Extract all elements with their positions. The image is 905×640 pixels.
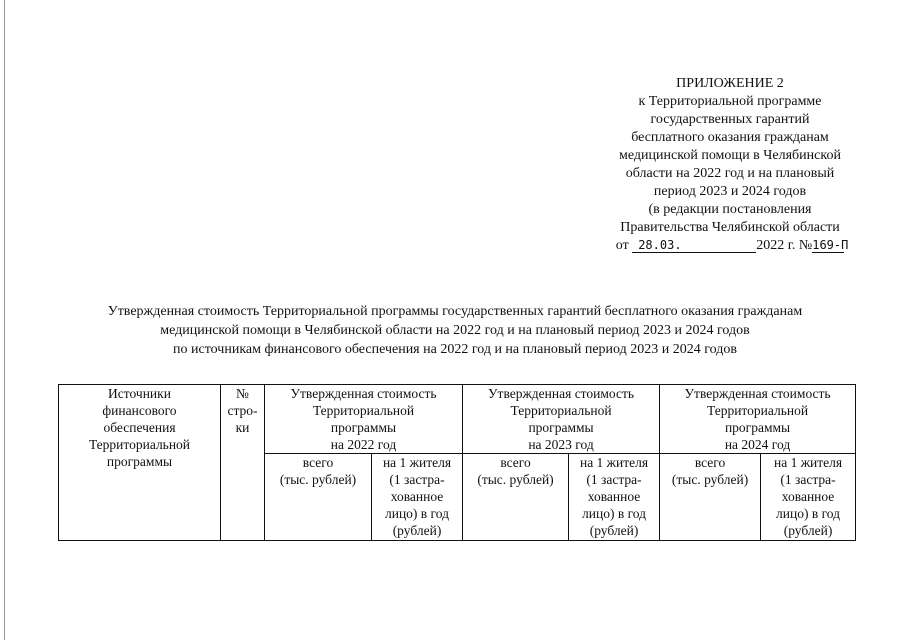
header-total-2022: всего (тыс. рублей) (265, 454, 372, 541)
resolution-date-line (570, 237, 890, 255)
header-total-2023: всего (тыс. рублей) (463, 454, 569, 541)
document-title-line: Утвержденная стоимость Территориальной программы государственных гарантий бесплатного оказания гражданам (107, 304, 803, 319)
appendix-line: период 2023 и 2024 годов (653, 184, 807, 199)
header-row-number: № стро- ки (221, 385, 265, 541)
resolution-number: 169-П (812, 238, 849, 252)
appendix-line: бесплатного оказания гражданам (631, 130, 829, 145)
document-title-line: по источникам финансового обеспечения на 2022 год и на плановый период 2023 и 2024 годов (173, 342, 737, 357)
resolution-date: 28.03. (632, 238, 756, 253)
header-year-2023: Утвержденная стоимость Территориальной программы на 2023 год (463, 385, 660, 454)
document-title-line: медицинской помощи в Челябинской области на 2022 год и на плановый период 2023 и 2024 годов (160, 323, 750, 338)
document-title (60, 302, 850, 359)
header-year-2024: Утвержденная стоимость Территориальной программы на 2024 год (660, 385, 856, 454)
year-suffix: 2022 г. № (756, 238, 813, 253)
cost-table (58, 384, 856, 541)
appendix-line: медицинской помощи в Челябинской (619, 148, 841, 163)
appendix-line: Правительства Челябинской области (620, 220, 840, 235)
appendix-header (570, 75, 890, 255)
appendix-title: ПРИЛОЖЕНИЕ 2 (676, 76, 784, 91)
header-year-2022: Утвержденная стоимость Территориальной программы на 2022 год (265, 385, 463, 454)
appendix-line: государственных гарантий (650, 112, 810, 127)
appendix-line: к Территориальной программе (638, 94, 822, 109)
header-source: Источники финансового обеспечения Территориальной программы (59, 385, 221, 541)
from-label: от (615, 238, 629, 253)
page-edge-line (4, 0, 5, 640)
header-per-capita-2023: на 1 жителя (1 застра- хованное лицо) в год (рублей) (569, 454, 660, 541)
header-per-capita-2024: на 1 жителя (1 застра- хованное лицо) в год (рублей) (761, 454, 856, 541)
header-per-capita-2022: на 1 жителя (1 застра- хованное лицо) в год (рублей) (372, 454, 463, 541)
header-total-2024: всего (тыс. рублей) (660, 454, 761, 541)
appendix-line: области на 2022 год и на плановый (625, 166, 835, 181)
appendix-line: (в редакции постановления (648, 202, 812, 217)
